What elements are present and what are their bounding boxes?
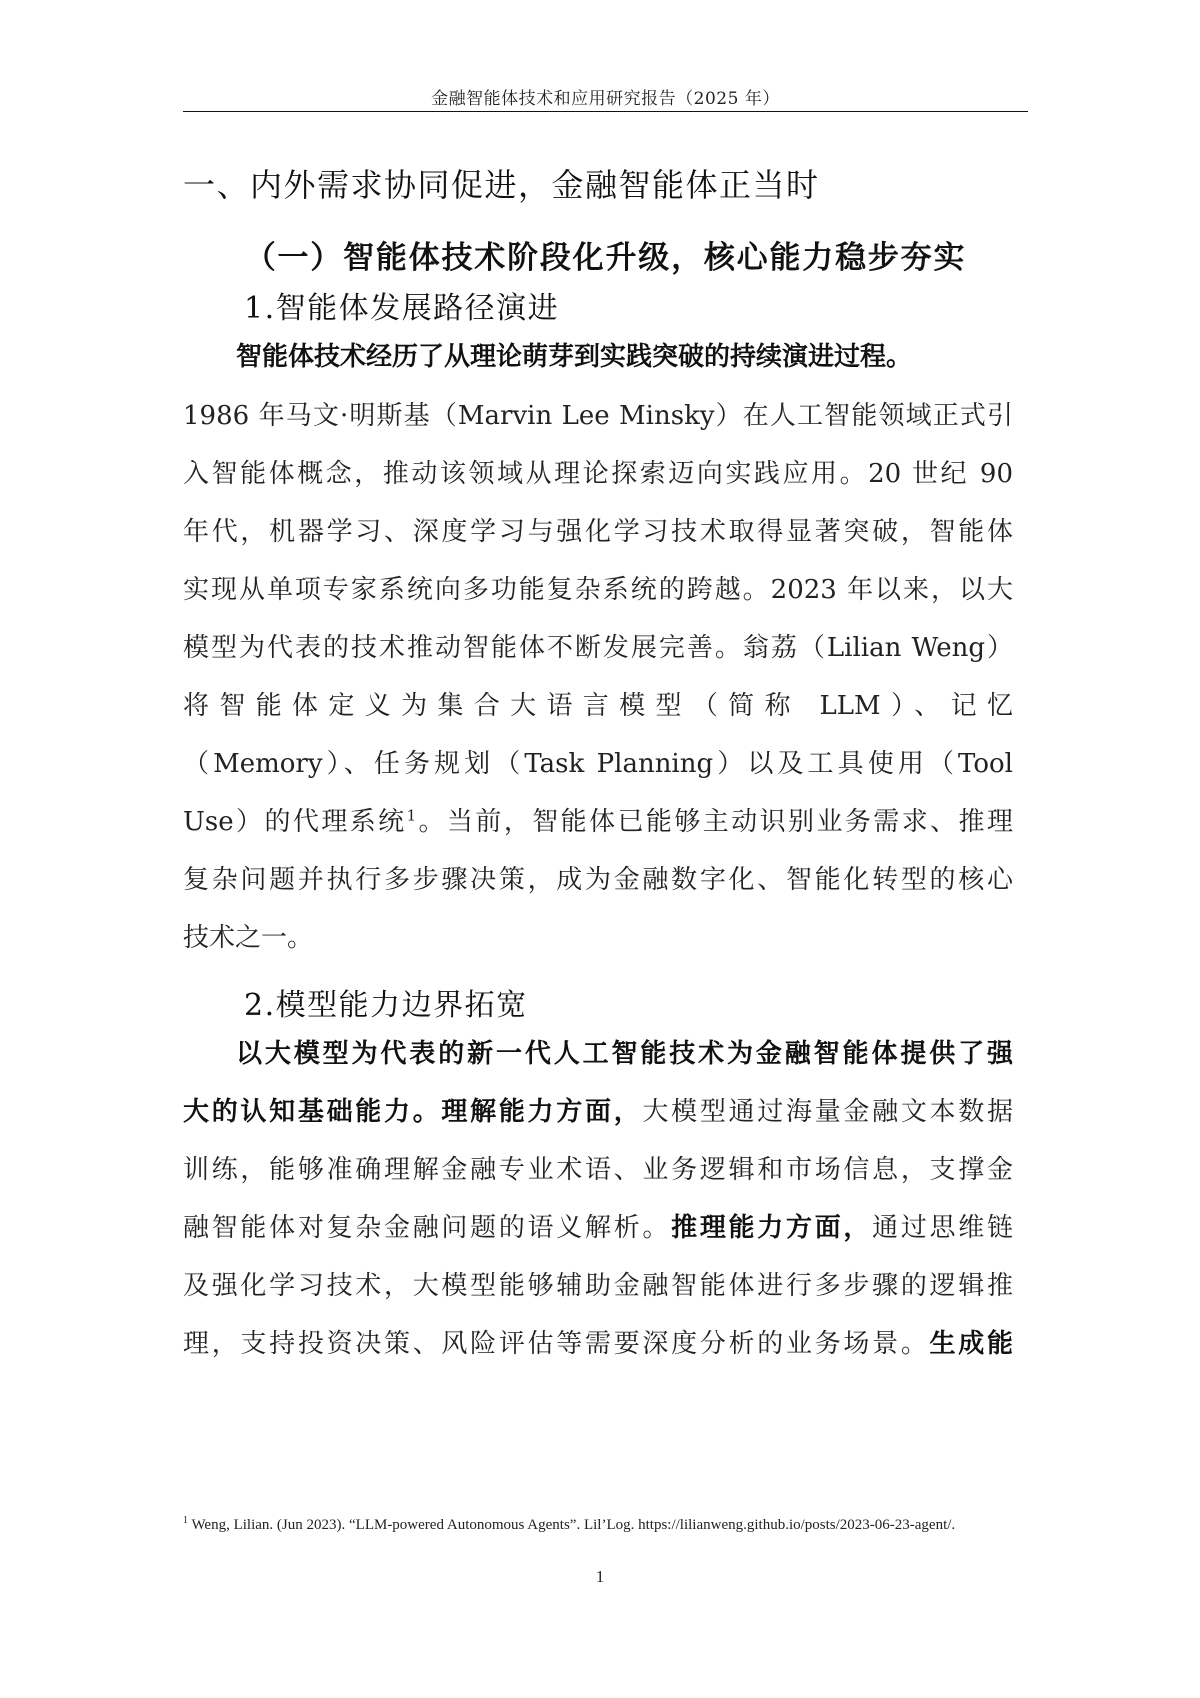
page-number: 1 xyxy=(595,1567,605,1586)
paragraph-line: 年代，机器学习、深度学习与强化学习技术取得显著突破，智能体 xyxy=(183,517,1013,547)
paragraph-line: 实现从单项专家系统向多功能复杂系统的跨越。2023 年以来，以大 xyxy=(183,575,1013,605)
paragraph-line: 复杂问题并执行多步骤决策，成为金融数字化、智能化转型的核心 xyxy=(183,865,1013,895)
paragraph-line: 及强化学习技术，大模型能够辅助金融智能体进行多步骤的逻辑推 xyxy=(183,1271,1013,1301)
paragraph-line-with-footnote xyxy=(183,804,1013,844)
text-run: 通过思维链 xyxy=(872,1213,1013,1243)
paragraph-line-mixed xyxy=(183,1210,1013,1250)
bold-run: 大的认知基础能力。理解能力方面， xyxy=(183,1097,643,1127)
subsection-heading-1: 1.智能体发展路径演进 xyxy=(244,291,560,326)
text-run: 大模型通过海量金融文本数据 xyxy=(642,1097,1013,1127)
text-run: Use）的代理系统 xyxy=(183,807,407,837)
footnote xyxy=(183,1514,1028,1536)
bold-run: 生成能 xyxy=(929,1329,1013,1359)
chapter-heading: 一、内外需求协同促进，金融智能体正当时 xyxy=(183,166,820,204)
footnote-marker: 1 xyxy=(183,1515,188,1526)
bold-run: 推理能力方面， xyxy=(671,1213,873,1243)
paragraph-line-mixed xyxy=(183,1094,1013,1134)
paragraph-line-mixed xyxy=(183,1326,1013,1366)
paragraph-line-bold: 以大模型为代表的新一代人工智能技术为金融智能体提供了强 xyxy=(236,1039,1013,1069)
paragraph-line: 入智能体概念，推动该领域从理论探索迈向实践应用。20 世纪 90 xyxy=(183,459,1013,489)
paragraph-line: 将智能体定义为集合大语言模型（简称 LLM）、记忆 xyxy=(183,691,1013,721)
paragraph-line: （Memory）、任务规划（Task Planning）以及工具使用（Tool xyxy=(183,749,1013,779)
section-heading: （一）智能体技术阶段化升级，核心能力稳步夯实 xyxy=(244,240,967,276)
paragraph-line: 技术之一。 xyxy=(183,923,314,953)
text-run: 。当前，智能体已能够主动识别业务需求、推理 xyxy=(416,807,1013,837)
footnote-ref[interactable]: 1 xyxy=(406,806,417,825)
text-run: 理，支持投资决策、风险评估等需要深度分析的业务场景。 xyxy=(183,1329,930,1359)
running-header: 金融智能体技术和应用研究报告（2025 年） xyxy=(431,89,780,109)
footnote-text[interactable]: Weng, Lilian. (Jun 2023). “LLM-powered Autonomous Agents”. Lil’Log. https://lilianweng.github.io/posts/2023-06-23-agent/. xyxy=(188,1517,956,1533)
paragraph-line: 训练，能够准确理解金融专业术语、业务逻辑和市场信息，支撑金 xyxy=(183,1155,1013,1185)
subsection-heading-2: 2.模型能力边界拓宽 xyxy=(244,988,528,1023)
header-rule xyxy=(183,111,1028,112)
paragraph-line: 模型为代表的技术推动智能体不断发展完善。翁荔（Lilian Weng） xyxy=(183,633,1013,663)
paragraph-line: 1986 年马文·明斯基（Marvin Lee Minsky）在人工智能领域正式引 xyxy=(183,401,1013,431)
paragraph-lead-bold: 智能体技术经历了从理论萌芽到实践突破的持续演进过程。 xyxy=(236,342,913,372)
text-run: 融智能体对复杂金融问题的语义解析。 xyxy=(183,1213,672,1243)
